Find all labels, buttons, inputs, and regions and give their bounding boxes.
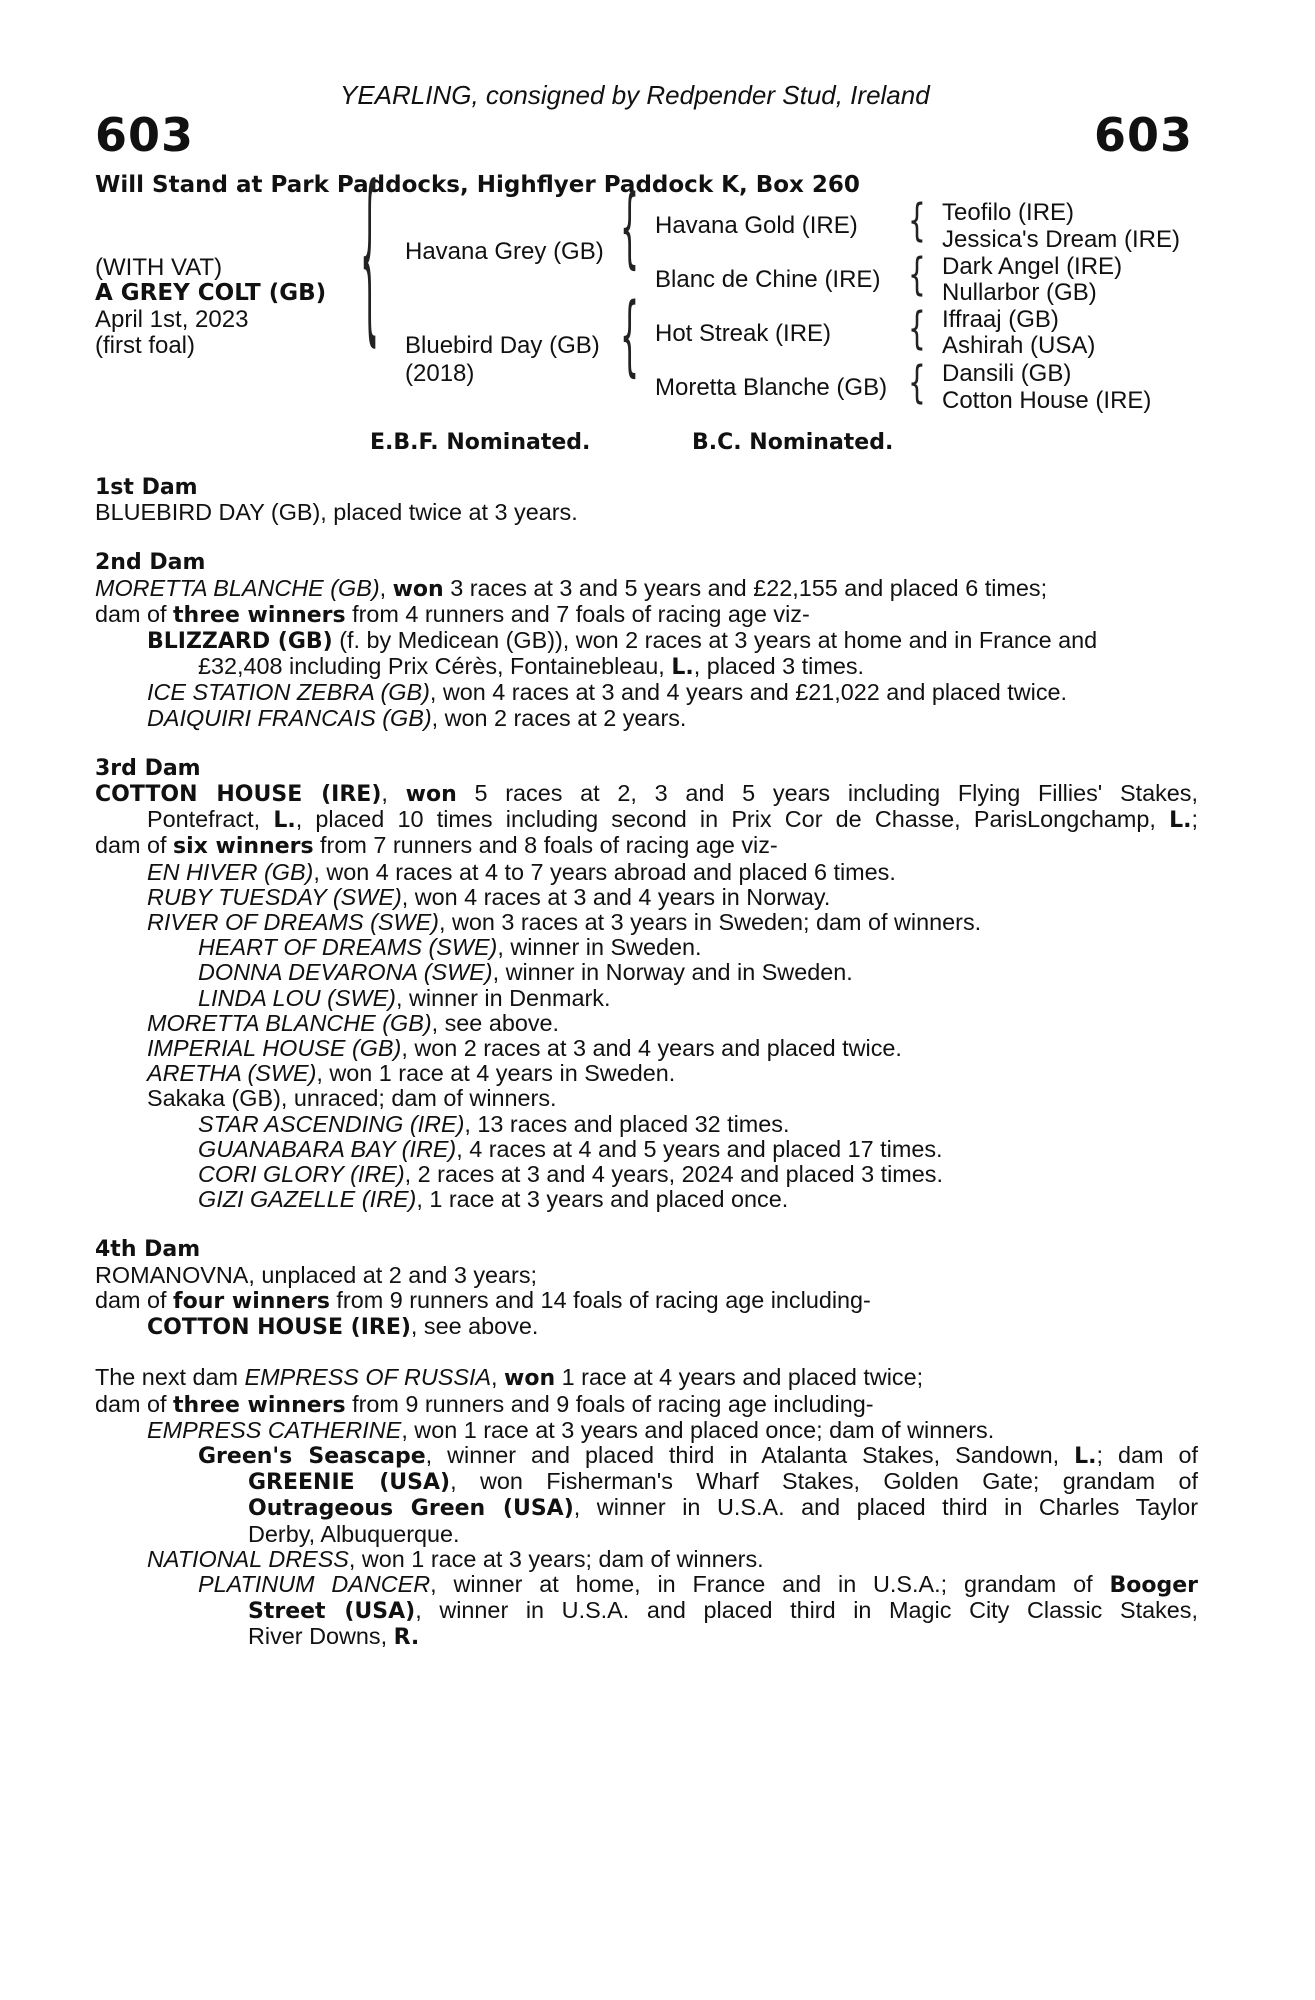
offspring-entry: DAIQUIRI FRANCAIS (GB), won 2 races at 2 years. [147, 704, 687, 731]
grand-offspring-entry: PLATINUM DANCER, winner at home, in France and in U.S.A.; grandam of Booger [198, 1570, 1198, 1598]
bracket-sire: { [620, 178, 640, 281]
grand-offspring-entry: Outrageous Green (USA), winner in U.S.A. and placed third in Charles Taylor [248, 1494, 1198, 1522]
ancestor-2: Jessica's Dream (IRE) [942, 226, 1180, 253]
bracket-g2: { [908, 248, 926, 301]
sale-subtitle: YEARLING, consigned by Redpender Stud, Ireland [340, 80, 930, 110]
offspring-entry: NATIONAL DRESS, won 1 race at 3 years; dam of winners. [147, 1545, 764, 1572]
grand-offspring-entry: GIZI GAZELLE (IRE), 1 race at 3 years and placed once. [198, 1186, 789, 1213]
ancestor-8: Cotton House (IRE) [942, 387, 1152, 414]
offspring-entry: RUBY TUESDAY (SWE), won 4 races at 3 and 4 years in Norway. [147, 883, 831, 910]
dam2-line: dam of three winners from 4 runners and 7 foals of racing age viz- [95, 600, 810, 628]
bc-nominated: B.C. Nominated. [692, 430, 894, 455]
ancestor-5: Iffraaj (GB) [942, 306, 1059, 333]
next-dam-line: dam of three winners from 9 runners and 9 foals of racing age including- [95, 1390, 874, 1418]
dam3-line: dam of six winners from 7 runners and 8 foals of racing age viz- [95, 832, 778, 860]
ancestor-1: Teofilo (IRE) [942, 199, 1075, 226]
section-heading: 3rd Dam [95, 755, 201, 781]
section-heading: 4th Dam [95, 1237, 201, 1263]
lot-number-right: 603 [1093, 108, 1193, 162]
ancestor-3: Dark Angel (IRE) [942, 253, 1123, 280]
dam2-line: MORETTA BLANCHE (GB), won 3 races at 3 and 5 years and £22,155 and placed 6 times; [95, 574, 1048, 602]
grand-offspring-entry: DONNA DEVARONA (SWE), winner in Norway and in Sweden. [198, 959, 853, 986]
dam3-line: COTTON HOUSE (IRE), won 5 races at 2, 3 and 5 years including Flying Fillies' Stakes, [95, 780, 1198, 808]
bracket-g1: { [908, 194, 926, 247]
bracket-g4: { [908, 356, 926, 409]
offspring-entry: £32,408 including Prix Cérès, Fontainebleau, L., placed 3 times. [198, 653, 865, 681]
dam-sire: Hot Streak (IRE) [655, 320, 832, 347]
dam1-text: BLUEBIRD DAY (GB), placed twice at 3 years. [95, 499, 578, 526]
grand-offspring-entry: LINDA LOU (SWE), winner in Denmark. [198, 984, 611, 1011]
vat-note: (WITH VAT) [95, 254, 223, 281]
dam-dam: Moretta Blanche (GB) [655, 374, 888, 401]
section-heading: 2nd Dam [95, 550, 206, 576]
horse-name: A GREY COLT (GB) [95, 280, 327, 306]
grand-offspring-entry: Derby, Albuquerque. [248, 1520, 460, 1547]
sire: Havana Grey (GB) [405, 238, 604, 265]
offspring-entry: RIVER OF DREAMS (SWE), won 3 races at 3 years in Sweden; dam of winners. [147, 909, 982, 936]
ebf-nominated: E.B.F. Nominated. [370, 430, 591, 455]
catalogue-body [95, 475, 1199, 1651]
offspring-entry: EMPRESS CATHERINE, won 1 race at 3 years and placed once; dam of winners. [147, 1416, 995, 1443]
offspring-entry: IMPERIAL HOUSE (GB), won 2 races at 3 and 4 years and placed twice. [147, 1035, 902, 1062]
stand-location: Will Stand at Park Paddocks, Highflyer Paddock K, Box 260 [95, 172, 860, 198]
bracket-g3: { [908, 302, 926, 355]
lot-number-left: 603 [95, 108, 195, 162]
next-dam-line: The next dam EMPRESS OF RUSSIA, won 1 race at 4 years and placed twice; [95, 1364, 924, 1392]
offspring-entry: EN HIVER (GB), won 4 races at 4 to 7 years abroad and placed 6 times. [147, 858, 896, 885]
bracket-dam: { [620, 286, 640, 389]
bracket-main: { [360, 151, 380, 368]
dam4-line: dam of four winners from 9 runners and 14 foals of racing age including- [95, 1286, 871, 1314]
ancestor-6: Ashirah (USA) [942, 332, 1096, 359]
sire-dam: Blanc de Chine (IRE) [655, 266, 881, 293]
grand-offspring-entry: River Downs, R. [248, 1623, 420, 1651]
horse-note: (first foal) [95, 332, 196, 359]
dam-year: (2018) [405, 360, 475, 387]
horse-dob: April 1st, 2023 [95, 306, 249, 333]
grand-offspring-entry: HEART OF DREAMS (SWE), winner in Sweden. [198, 934, 702, 961]
offspring-entry: ARETHA (SWE), won 1 race at 4 years in Sweden. [147, 1060, 676, 1087]
grand-offspring-entry: GREENIE (USA), won Fisherman's Wharf Stakes, Golden Gate; grandam of [248, 1468, 1199, 1496]
section-heading: 1st Dam [95, 475, 198, 500]
grand-offspring-entry: Green's Seascape, winner and placed third in Atalanta Stakes, Sandown, L.; dam of [198, 1441, 1199, 1469]
grand-offspring-entry: STAR ASCENDING (IRE), 13 races and placed 32 times. [198, 1110, 790, 1137]
grand-offspring-entry: GUANABARA BAY (IRE), 4 races at 4 and 5 years and placed 17 times. [198, 1135, 943, 1162]
offspring-entry: ICE STATION ZEBRA (GB), won 4 races at 3 and 4 years and £21,022 and placed twice. [147, 679, 1068, 706]
ancestor-4: Nullarbor (GB) [942, 279, 1097, 306]
dam4-line: ROMANOVNA, unplaced at 2 and 3 years; [95, 1261, 538, 1288]
offspring-entry: MORETTA BLANCHE (GB), see above. [147, 1009, 560, 1036]
offspring-entry: Sakaka (GB), unraced; dam of winners. [147, 1085, 557, 1112]
grand-offspring-entry: Street (USA), winner in U.S.A. and placed third in Magic City Classic Stakes, [248, 1597, 1198, 1625]
ancestor-7: Dansili (GB) [942, 360, 1072, 387]
dam: Bluebird Day (GB) [405, 332, 600, 359]
sire-sire: Havana Gold (IRE) [655, 212, 858, 239]
dam3-line: Pontefract, L., placed 10 times including second in Prix Cor de Chasse, ParisLongchamp, L.; [147, 806, 1198, 834]
grand-offspring-entry: CORI GLORY (IRE), 2 races at 3 and 4 years, 2024 and placed 3 times. [198, 1161, 943, 1188]
offspring-entry: COTTON HOUSE (IRE), see above. [147, 1313, 539, 1341]
offspring-entry: BLIZZARD (GB) (f. by Medicean (GB)), won 2 races at 3 years at home and in France and [147, 627, 1098, 655]
